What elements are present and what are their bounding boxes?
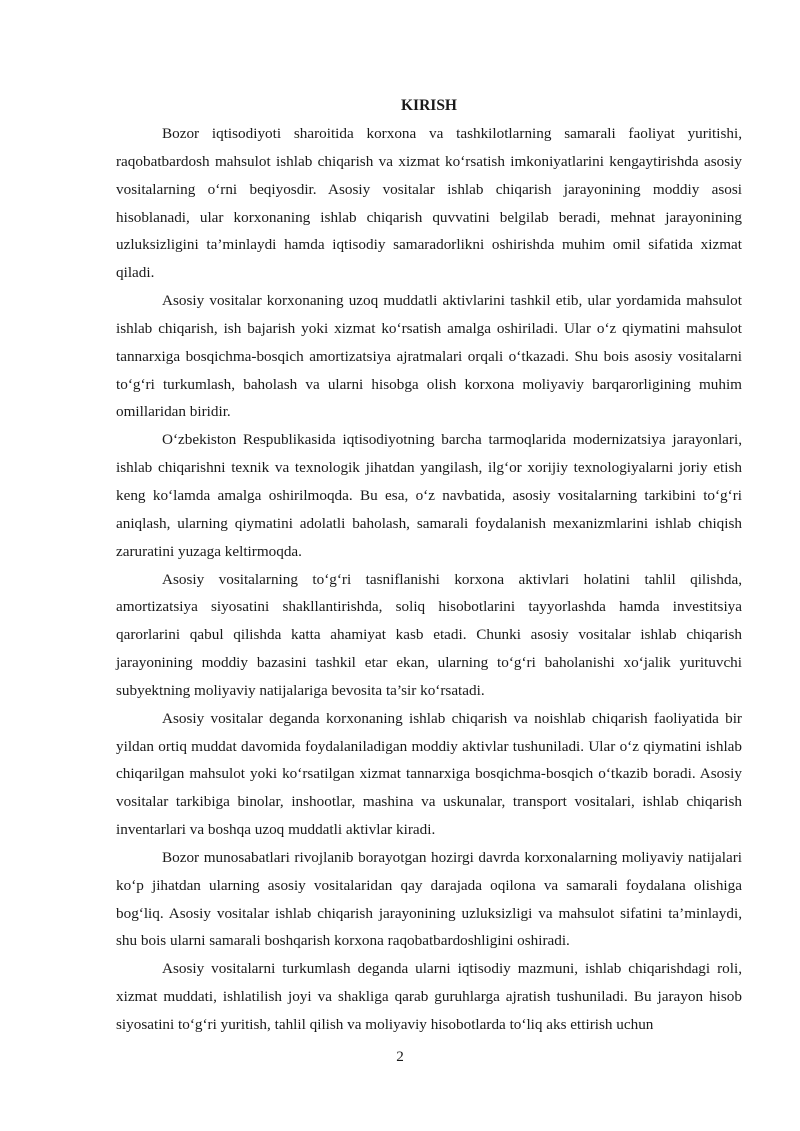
paragraph-3: O‘zbekiston Respublikasida iqtisodiyotning barcha tarmoqlarida modernizatsiya jarayonlari, ishlab chiqarishni texnik va texnologik jihatdan yangilash, ilg‘or xorijiy texnologiyalarni joriy etish keng ko‘lamda amalga oshirilmoqda. Bu esa, o‘z navbatida, asosiy vositalarning tarkibini to‘g‘ri aniqlash, ularning qiymatini adolatli baholash, samarali foydalanish mexanizmlarini ishlab chiqish zaruratini yuzaga keltirmoqda. (116, 431, 742, 560)
paragraph-6: Bozor munosabatlari rivojlanib borayotgan hozirgi davrda korxonalarning moliyaviy natijalari ko‘p jihatdan ularning asosiy vositalaridan qay darajada oqilona va samarali foydalana olishiga bog‘liq. Asosiy vositalar ishlab chiqarish jarayonining uzluksizligi va mahsulot sifatini ta’minlaydi, shu bois ularni samarali boshqarish korxona raqobatbardoshligini oshiradi. (116, 848, 742, 950)
paragraph-4: Asosiy vositalarning to‘g‘ri tasniflanishi korxona aktivlari holatini tahlil qilishda, amortizatsiya siyosatini shakllantirishda, soliq hisobotlarini tayyorlashda hamda investitsiya qarorlarini qabul qilishda katta ahamiyat kasb etadi. Chunki asosiy vositalar ishlab chiqarish jarayonining moddiy bazasini tashkil etar ekan, ularning to‘g‘ri baholanishi xo‘jalik yurituvchi subyektning moliyaviy natijalariga bevosita ta’sir ko‘rsatadi. (116, 570, 742, 699)
document-body (116, 92, 742, 1039)
page-number: 2 (396, 1048, 404, 1065)
paragraph-2: Asosiy vositalar korxonaning uzoq muddatli aktivlarini tashkil etib, ular yordamida mahsulot ishlab chiqarish, ish bajarish yoki xizmat ko‘rsatish amalga oshiriladi. Ular o‘z qiymatini mahsulot tannarxiga bosqichma-bosqich amortizatsiya ajratmalari orqali o‘tkazadi. Shu bois asosiy vositalarni to‘g‘ri turkumlash, baholash va ularni hisobga olish korxona moliyaviy barqarorligining muhim omillaridan biridir. (116, 292, 742, 421)
page-title: KIRISH (401, 97, 457, 114)
paragraph-7: Asosiy vositalarni turkumlash deganda ularni iqtisodiy mazmuni, ishlab chiqarishdagi roli, xizmat muddati, ishlatilish joyi va shakliga qarab guruhlarga ajratish tushuniladi. Bu jarayon hisob siyosatini to‘g‘ri yuritish, tahlil qilish va moliyaviy hisobotlarda to‘liq aks ettirish uchun (116, 960, 742, 1033)
paragraph-5: Asosiy vositalar deganda korxonaning ishlab chiqarish va noishlab chiqarish faoliyatida bir yildan ortiq muddat davomida foydalaniladigan moddiy aktivlar tushuniladi. Ular o‘z qiymatini ishlab chiqarilgan mahsulot yoki ko‘rsatilgan xizmat tannarxiga bosqichma-bosqich o‘tkazib boradi. Asosiy vositalar tarkibiga binolar, inshootlar, mashina va uskunalar, transport vositalari, ishlab chiqarish inventarlari va boshqa uzoq muddatli aktivlar kiradi. (116, 709, 742, 839)
paragraph-1: Bozor iqtisodiyoti sharoitida korxona va tashkilotlarning samarali faoliyat yuritishi, raqobatbardosh mahsulot ishlab chiqarish va xizmat ko‘rsatish imkoniyatlarini kengaytirishda asosiy vositalarning o‘rni beqiyosdir. Asosiy vositalar ishlab chiqarish jarayonining moddiy asosi hisoblanadi, ular korxonaning ishlab chiqarish quvvatini belgilab beradi, mehnat jarayonining uzluksizligini ta’minlaydi hamda iqtisodiy samaradorlikni oshirishda muhim omil sifatida xizmat qiladi. (116, 125, 742, 282)
